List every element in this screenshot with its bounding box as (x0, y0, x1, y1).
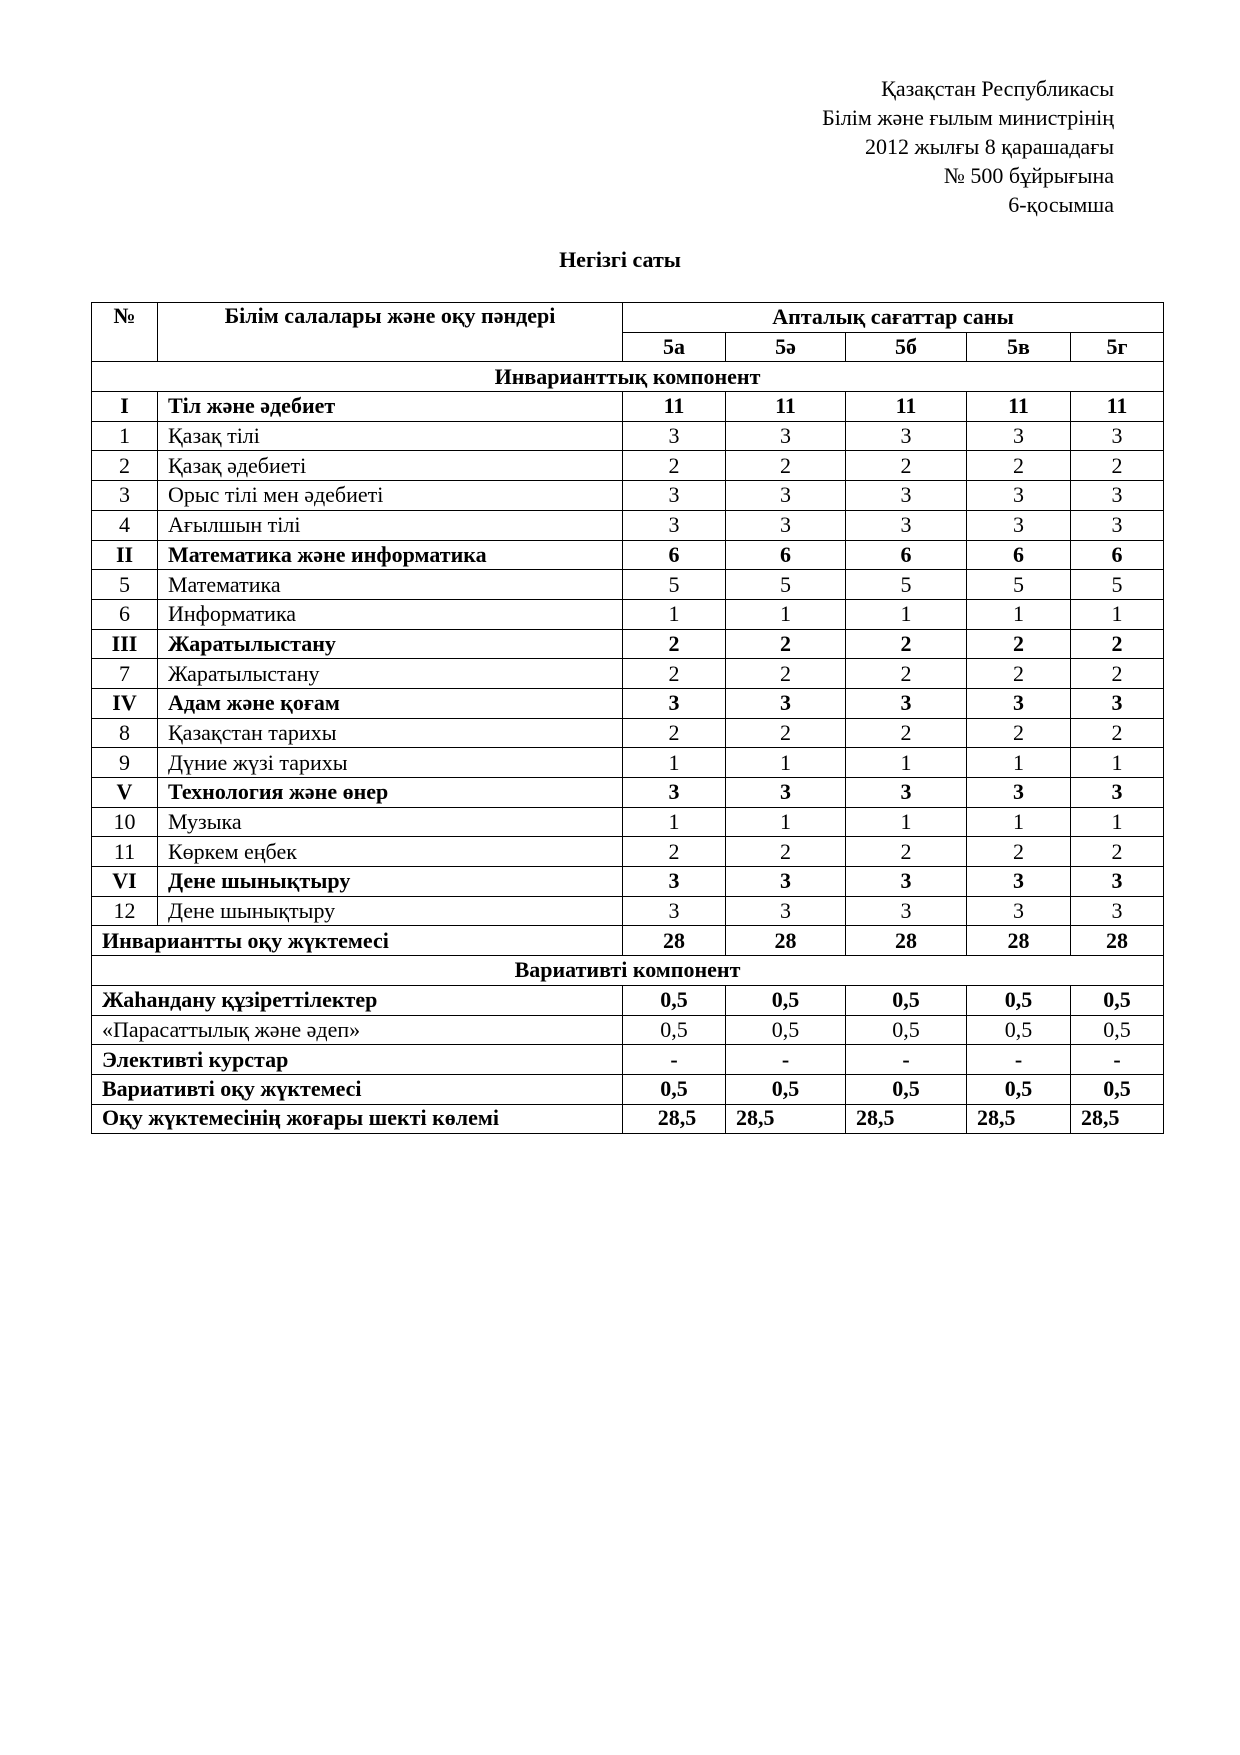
hours-cell: 3 (623, 481, 726, 511)
hours-cell: 2 (1071, 451, 1164, 481)
hours-cell: 2 (1071, 837, 1164, 867)
hours-cell: 2 (846, 837, 967, 867)
variative-heading: Вариативті компонент (92, 956, 1164, 986)
variative-name: Элективті курстар (92, 1045, 623, 1075)
invariant-total-row (92, 926, 1164, 956)
hours-cell: 1 (846, 748, 967, 778)
subject-name: Жаратылыстану (158, 659, 623, 689)
max-load-row (92, 1104, 1164, 1134)
hours-cell: - (967, 1045, 1071, 1075)
table-row (92, 718, 1164, 748)
hours-cell: 3 (623, 510, 726, 540)
hours-cell: 0,5 (967, 1074, 1071, 1104)
hours-cell: 1 (846, 807, 967, 837)
hours-cell: 28,5 (967, 1104, 1071, 1134)
hours-cell: 11 (726, 392, 846, 422)
hours-cell: 11 (623, 392, 726, 422)
hours-cell: 2 (623, 718, 726, 748)
header-line: 6-қосымша (1008, 192, 1114, 217)
hours-cell: 28 (967, 926, 1071, 956)
row-number: I (92, 392, 158, 422)
row-number: IV (92, 688, 158, 718)
hours-cell: 2 (846, 451, 967, 481)
row-number: 12 (92, 896, 158, 926)
hours-cell: 1 (1071, 748, 1164, 778)
hours-cell: 3 (726, 867, 846, 897)
hours-cell: 0,5 (846, 1015, 967, 1045)
hours-cell: 6 (623, 540, 726, 570)
hours-cell: 28,5 (623, 1104, 726, 1134)
document-header (822, 74, 1114, 219)
variative-name: Вариативті оқу жүктемесі (92, 1074, 623, 1104)
hours-cell: 0,5 (726, 1015, 846, 1045)
hours-cell: 3 (623, 896, 726, 926)
hours-cell: 3 (1071, 867, 1164, 897)
header-line: № 500 бұйрығына (943, 163, 1114, 188)
subject-name: Математика және информатика (158, 540, 623, 570)
subject-name: Көркем еңбек (158, 837, 623, 867)
hours-cell: - (846, 1045, 967, 1075)
invariant-heading: Инварианттық компонент (92, 362, 1164, 392)
hours-cell: 3 (1071, 896, 1164, 926)
row-number: II (92, 540, 158, 570)
hours-cell: 0,5 (1071, 1015, 1164, 1045)
hours-cell: 2 (726, 718, 846, 748)
page-title: Негізгі саты (559, 247, 681, 272)
row-number: 4 (92, 510, 158, 540)
section-heading-row (92, 956, 1164, 986)
col-hours-header: Апталық сағаттар саны (623, 303, 1164, 333)
hours-cell: 1 (623, 599, 726, 629)
table-row (92, 451, 1164, 481)
row-number: 7 (92, 659, 158, 689)
hours-cell: 5 (726, 570, 846, 600)
table-row (92, 510, 1164, 540)
header-line: 2012 жылғы 8 қарашадағы (865, 134, 1114, 159)
hours-cell: 6 (846, 540, 967, 570)
hours-cell: 5 (967, 570, 1071, 600)
subject-name: Дене шынықтыру (158, 867, 623, 897)
subject-name: Тіл және әдебиет (158, 392, 623, 422)
hours-cell: 1 (846, 599, 967, 629)
subject-name: Технология және өнер (158, 778, 623, 808)
curriculum-table (91, 302, 1164, 1134)
hours-cell: 2 (967, 718, 1071, 748)
subject-name: Дүние жүзі тарихы (158, 748, 623, 778)
hours-cell: 3 (1071, 778, 1164, 808)
table-row (92, 985, 1164, 1015)
hours-cell: 0,5 (726, 1074, 846, 1104)
hours-cell: 2 (967, 629, 1071, 659)
row-number: 10 (92, 807, 158, 837)
hours-cell: 2 (623, 451, 726, 481)
hours-cell: 3 (1071, 421, 1164, 451)
table-row (92, 659, 1164, 689)
class-header: 5а (623, 332, 726, 362)
hours-cell: 28 (726, 926, 846, 956)
hours-cell: 28 (846, 926, 967, 956)
section-heading-row (92, 362, 1164, 392)
row-number: 6 (92, 599, 158, 629)
hours-cell: 28,5 (846, 1104, 967, 1134)
subject-name: Қазақ тілі (158, 421, 623, 451)
hours-cell: 28 (623, 926, 726, 956)
hours-cell: 3 (846, 867, 967, 897)
hours-cell: 3 (726, 896, 846, 926)
hours-cell: 3 (623, 688, 726, 718)
class-header: 5г (1071, 332, 1164, 362)
hours-cell: 1 (967, 748, 1071, 778)
hours-cell: 2 (1071, 718, 1164, 748)
row-number: VI (92, 867, 158, 897)
hours-cell: 1 (726, 748, 846, 778)
hours-cell: 0,5 (623, 985, 726, 1015)
hours-cell: 3 (967, 481, 1071, 511)
hours-cell: 3 (726, 481, 846, 511)
hours-cell: 1 (726, 599, 846, 629)
hours-cell: 2 (623, 629, 726, 659)
subject-name: Орыс тілі мен әдебиеті (158, 481, 623, 511)
table-row (92, 629, 1164, 659)
header-line: Қазақстан Республикасы (881, 76, 1114, 101)
hours-cell: 2 (846, 629, 967, 659)
table-row (92, 748, 1164, 778)
hours-cell: 11 (846, 392, 967, 422)
hours-cell: 3 (967, 510, 1071, 540)
row-number: 11 (92, 837, 158, 867)
variative-name: «Парасаттылық және әдеп» (92, 1015, 623, 1045)
hours-cell: 1 (1071, 807, 1164, 837)
hours-cell: 3 (846, 688, 967, 718)
hours-cell: 3 (1071, 688, 1164, 718)
table-row (92, 837, 1164, 867)
table-row (92, 570, 1164, 600)
hours-cell: 2 (726, 451, 846, 481)
hours-cell: 11 (967, 392, 1071, 422)
subject-name: Жаратылыстану (158, 629, 623, 659)
hours-cell: 1 (623, 748, 726, 778)
subject-name: Қазақ әдебиеті (158, 451, 623, 481)
table-row (92, 896, 1164, 926)
hours-cell: 3 (726, 510, 846, 540)
hours-cell: 28,5 (726, 1104, 846, 1134)
hours-cell: 2 (846, 718, 967, 748)
hours-cell: 2 (1071, 659, 1164, 689)
hours-cell: 3 (623, 778, 726, 808)
class-header: 5б (846, 332, 967, 362)
hours-cell: 6 (1071, 540, 1164, 570)
subject-name: Математика (158, 570, 623, 600)
hours-cell: 3 (967, 688, 1071, 718)
hours-cell: 6 (967, 540, 1071, 570)
hours-cell: 2 (726, 659, 846, 689)
hours-cell: 1 (967, 807, 1071, 837)
hours-cell: 5 (1071, 570, 1164, 600)
table-row (92, 481, 1164, 511)
hours-cell: 6 (726, 540, 846, 570)
hours-cell: 3 (846, 421, 967, 451)
col-subject-header: Білім салалары және оқу пәндері (158, 303, 623, 362)
hours-cell: 28 (1071, 926, 1164, 956)
max-load-label: Оқу жүктемесінің жоғары шекті көлемі (92, 1104, 623, 1134)
table-header-row (92, 303, 1164, 333)
subject-name: Музыка (158, 807, 623, 837)
hours-cell: 0,5 (967, 985, 1071, 1015)
hours-cell: 2 (846, 659, 967, 689)
class-header: 5ә (726, 332, 846, 362)
hours-cell: 2 (1071, 629, 1164, 659)
hours-cell: 3 (846, 778, 967, 808)
hours-cell: 1 (1071, 599, 1164, 629)
variative-name: Жаһандану құзіреттілектер (92, 985, 623, 1015)
hours-cell: - (1071, 1045, 1164, 1075)
hours-cell: 3 (726, 421, 846, 451)
row-number: V (92, 778, 158, 808)
subject-name: Қазақстан тарихы (158, 718, 623, 748)
hours-cell: 1 (726, 807, 846, 837)
class-header: 5в (967, 332, 1071, 362)
hours-cell: 11 (1071, 392, 1164, 422)
hours-cell: 3 (726, 688, 846, 718)
table-row (92, 1015, 1164, 1045)
row-number: III (92, 629, 158, 659)
invariant-total-label: Инвариантты оқу жүктемесі (92, 926, 623, 956)
subject-name: Информатика (158, 599, 623, 629)
hours-cell: 2 (967, 451, 1071, 481)
hours-cell: 2 (726, 837, 846, 867)
hours-cell: 0,5 (1071, 985, 1164, 1015)
hours-cell: 2 (623, 837, 726, 867)
hours-cell: 3 (623, 867, 726, 897)
subject-name: Адам және қоғам (158, 688, 623, 718)
table-row (92, 867, 1164, 897)
hours-cell: 2 (967, 659, 1071, 689)
hours-cell: 3 (623, 421, 726, 451)
row-number: 3 (92, 481, 158, 511)
header-line: Білім және ғылым министрінің (822, 105, 1114, 130)
hours-cell: 0,5 (623, 1074, 726, 1104)
hours-cell: 0,5 (967, 1015, 1071, 1045)
hours-cell: 3 (1071, 481, 1164, 511)
table-row (92, 599, 1164, 629)
hours-cell: 3 (846, 896, 967, 926)
row-number: 2 (92, 451, 158, 481)
hours-cell: 28,5 (1071, 1104, 1164, 1134)
col-number-header: № (92, 303, 158, 362)
table-row (92, 688, 1164, 718)
hours-cell: 3 (846, 481, 967, 511)
row-number: 1 (92, 421, 158, 451)
row-number: 5 (92, 570, 158, 600)
hours-cell: 5 (846, 570, 967, 600)
hours-cell: 2 (726, 629, 846, 659)
subject-name: Ағылшын тілі (158, 510, 623, 540)
subject-name: Дене шынықтыру (158, 896, 623, 926)
table-row (92, 540, 1164, 570)
hours-cell: - (623, 1045, 726, 1075)
hours-cell: 2 (623, 659, 726, 689)
hours-cell: 0,5 (846, 1074, 967, 1104)
hours-cell: 1 (967, 599, 1071, 629)
hours-cell: 0,5 (846, 985, 967, 1015)
table-row (92, 1045, 1164, 1075)
hours-cell: 3 (967, 896, 1071, 926)
hours-cell: 0,5 (1071, 1074, 1164, 1104)
table-row (92, 778, 1164, 808)
hours-cell: 0,5 (726, 985, 846, 1015)
hours-cell: 3 (846, 510, 967, 540)
hours-cell: 5 (623, 570, 726, 600)
hours-cell: 3 (967, 778, 1071, 808)
row-number: 8 (92, 718, 158, 748)
table-row (92, 421, 1164, 451)
hours-cell: 0,5 (623, 1015, 726, 1045)
table-row (92, 807, 1164, 837)
table-row (92, 392, 1164, 422)
hours-cell: 3 (1071, 510, 1164, 540)
table-row (92, 1074, 1164, 1104)
hours-cell: 1 (623, 807, 726, 837)
row-number: 9 (92, 748, 158, 778)
hours-cell: 3 (967, 421, 1071, 451)
hours-cell: 3 (726, 778, 846, 808)
hours-cell: 3 (967, 867, 1071, 897)
hours-cell: - (726, 1045, 846, 1075)
hours-cell: 2 (967, 837, 1071, 867)
